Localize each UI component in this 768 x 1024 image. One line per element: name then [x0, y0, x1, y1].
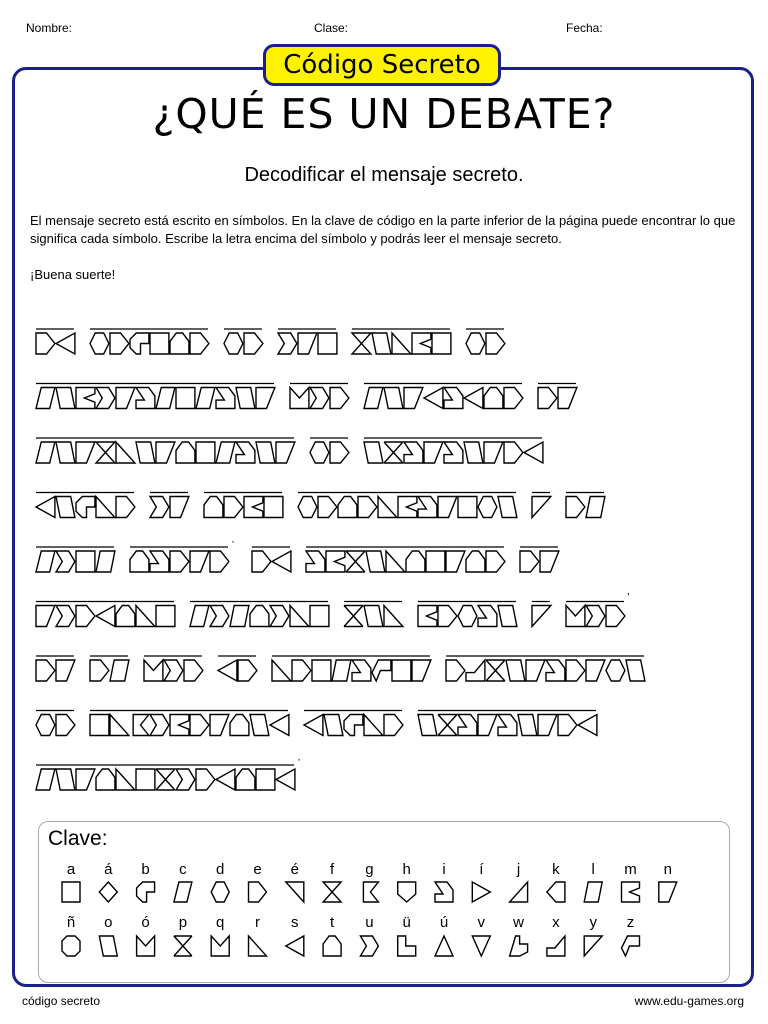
- symbol-d: [298, 497, 317, 518]
- symbol-e: [384, 715, 403, 736]
- symbol-u: [176, 769, 195, 790]
- symbol-e: [196, 769, 215, 790]
- footer-right: www.edu-games.org: [634, 994, 744, 1008]
- key-letter: p: [178, 914, 188, 931]
- symbol-l: [110, 660, 129, 681]
- symbol-e: [56, 715, 75, 736]
- symbol-a: [156, 606, 175, 627]
- symbol-s: [464, 388, 483, 409]
- symbol-i: [352, 660, 371, 681]
- symbol-s: [270, 715, 289, 736]
- symbol-s: [524, 442, 543, 463]
- symbol-e: [36, 333, 55, 354]
- good-luck-text: ¡Buena suerte!: [30, 267, 116, 282]
- symbol-t: [204, 497, 223, 518]
- symbol-s: [304, 715, 323, 736]
- symbol-e: [252, 551, 271, 572]
- symbol-u: [56, 606, 75, 627]
- symbol-c: [196, 388, 215, 409]
- symbol-e: [538, 388, 557, 409]
- key-letter: w: [513, 914, 525, 931]
- symbol-a: [136, 769, 155, 790]
- symbol-n: [586, 660, 605, 681]
- key-letter: l: [591, 861, 595, 878]
- symbol-t: [96, 769, 115, 790]
- symbol-i: [546, 660, 565, 681]
- symbol-q: [144, 660, 163, 681]
- symbol-z: [372, 660, 391, 681]
- symbol-t: [406, 551, 425, 572]
- symbol-l: [586, 497, 605, 518]
- symbol-t: [130, 551, 149, 572]
- symbol-d: [310, 442, 329, 463]
- symbol-o: [364, 606, 383, 627]
- symbol-e: [224, 497, 243, 518]
- symbol-p: [438, 715, 457, 736]
- symbol-a: [196, 442, 215, 463]
- symbol-s: [36, 497, 55, 518]
- symbol-n: [526, 660, 545, 681]
- symbol-d: [466, 333, 485, 354]
- symbol-a: [90, 715, 109, 736]
- symbol-u: [210, 606, 229, 627]
- symbol-u: [164, 660, 183, 681]
- symbol-q: [290, 388, 309, 409]
- symbol-u: [586, 606, 605, 627]
- symbol-t: [466, 551, 485, 572]
- symbol-t: [116, 606, 135, 627]
- symbol-i: [216, 388, 235, 409]
- symbol-e: [184, 660, 203, 681]
- class-label: Clase:: [314, 21, 349, 35]
- symbol-d: [478, 497, 497, 518]
- symbol-s: [218, 660, 237, 681]
- symbol-m: [170, 715, 189, 736]
- key-letter: v: [477, 914, 486, 931]
- symbol-i: [306, 551, 325, 572]
- symbol-r: [392, 333, 411, 354]
- symbol-o: [464, 442, 483, 463]
- key-letter: ü: [402, 914, 411, 931]
- symbol-e: [190, 333, 209, 354]
- symbol-o: [372, 333, 391, 354]
- symbol-o: [498, 606, 517, 627]
- symbol-m: [418, 606, 437, 627]
- symbol-s: [96, 606, 115, 627]
- symbol-q: [566, 606, 585, 627]
- symbol-n: [76, 769, 95, 790]
- symbol-y: [532, 606, 551, 627]
- symbol-n: [540, 551, 559, 572]
- symbol-n: [412, 660, 431, 681]
- key-letter: k: [552, 861, 560, 878]
- symbol-s: [56, 333, 75, 354]
- symbol-e: [486, 551, 505, 572]
- punctuation: ’: [627, 590, 630, 605]
- symbol-c: [216, 442, 235, 463]
- key-letter: z: [626, 914, 635, 931]
- symbol-b: [76, 497, 95, 518]
- symbol-s: [424, 388, 443, 409]
- symbol-u: [278, 333, 297, 354]
- symbol-a: [264, 497, 283, 518]
- key-letter: c: [179, 861, 187, 878]
- symbol-e: [116, 497, 135, 518]
- symbol-l: [332, 660, 351, 681]
- symbol-p: [486, 660, 505, 681]
- symbol-u: [310, 388, 329, 409]
- symbol-e: [566, 660, 585, 681]
- symbol-e: [606, 606, 625, 627]
- symbol-x: [466, 660, 485, 681]
- symbol-i: [458, 715, 477, 736]
- key-letter: ñ: [66, 914, 76, 931]
- symbol-n: [438, 497, 457, 518]
- symbol-i: [498, 715, 517, 736]
- symbol-y: [532, 497, 551, 518]
- symbol-e: [558, 715, 577, 736]
- symbol-e: [110, 333, 129, 354]
- page-title: ¿QUÉ ES UN DEBATE?: [152, 90, 616, 138]
- symbol-m: [326, 551, 345, 572]
- key-letter: ú: [439, 914, 449, 931]
- name-label: Nombre:: [26, 21, 73, 35]
- symbol-p: [156, 769, 175, 790]
- symbol-o: [498, 497, 517, 518]
- symbol-r: [386, 551, 405, 572]
- symbol-n: [190, 551, 209, 572]
- symbol-l: [96, 551, 115, 572]
- symbol-r: [136, 606, 155, 627]
- symbol-o: [56, 442, 75, 463]
- punctuation: ·: [231, 534, 235, 548]
- symbol-d: [36, 715, 55, 736]
- subtitle: Decodificar el mensaje secreto.: [244, 164, 524, 186]
- symbol-o: [256, 442, 275, 463]
- symbol-o: [56, 388, 75, 409]
- symbol-a: [392, 660, 411, 681]
- symbol-r: [116, 442, 135, 463]
- symbol-t: [176, 442, 195, 463]
- symbol-r: [110, 715, 129, 736]
- symbol-i: [478, 606, 497, 627]
- symbol-r: [96, 497, 115, 518]
- symbol-m: [398, 497, 417, 518]
- symbol-e: [358, 497, 377, 518]
- symbol-a: [256, 769, 275, 790]
- symbol-a: [318, 333, 337, 354]
- symbol-e: [520, 551, 539, 572]
- symbol-u: [150, 715, 169, 736]
- symbol-t: [250, 606, 269, 627]
- symbol-c: [36, 388, 55, 409]
- symbol-p: [384, 442, 403, 463]
- symbol-n: [424, 442, 443, 463]
- symbol-r: [364, 715, 383, 736]
- key-letter: y: [589, 914, 597, 931]
- symbol-o: [518, 715, 537, 736]
- symbol-e: [244, 333, 263, 354]
- symbol-c: [36, 442, 55, 463]
- symbol-r: [290, 606, 309, 627]
- punctuation: ·: [297, 752, 301, 766]
- symbol-n: [156, 442, 175, 463]
- symbol-s: [276, 769, 295, 790]
- symbol-n: [56, 660, 75, 681]
- symbol-g: [133, 715, 149, 736]
- key-letter: h: [402, 861, 411, 878]
- key-letter: f: [330, 861, 335, 878]
- symbol-e: [566, 497, 585, 518]
- key-letter: q: [216, 914, 225, 931]
- symbol-u: [270, 606, 289, 627]
- symbol-a: [312, 660, 331, 681]
- symbol-o: [236, 388, 255, 409]
- symbol-n: [404, 388, 423, 409]
- symbol-p: [344, 606, 363, 627]
- key-letter: b: [141, 861, 150, 878]
- symbol-f: [352, 333, 371, 354]
- symbol-o: [418, 715, 437, 736]
- symbol-e: [292, 660, 311, 681]
- symbol-e: [504, 442, 523, 463]
- symbol-a: [176, 388, 195, 409]
- symbol-n: [538, 715, 557, 736]
- symbol-o: [366, 551, 385, 572]
- symbol-t: [236, 769, 255, 790]
- symbol-u: [96, 388, 115, 409]
- symbol-i: [150, 551, 169, 572]
- symbol-o: [56, 497, 75, 518]
- key-letter: á: [104, 861, 113, 878]
- symbol-m: [244, 497, 263, 518]
- symbol-c: [36, 769, 55, 790]
- symbol-o: [136, 442, 155, 463]
- symbol-n: [558, 388, 577, 409]
- symbol-a: [458, 497, 477, 518]
- symbol-o: [506, 660, 525, 681]
- symbol-t: [338, 497, 357, 518]
- key-letter: d: [216, 861, 225, 878]
- symbol-m: [412, 333, 431, 354]
- key-letter: o: [104, 914, 113, 931]
- symbol-n: [116, 388, 135, 409]
- symbol-r: [116, 769, 135, 790]
- key-letter: e: [253, 861, 262, 878]
- symbol-s: [272, 551, 291, 572]
- symbol-d: [458, 606, 477, 627]
- symbol-e: [504, 388, 523, 409]
- symbol-b: [130, 333, 149, 354]
- key-letter: x: [552, 914, 560, 931]
- date-label: Fecha:: [566, 21, 603, 35]
- symbol-c: [364, 388, 383, 409]
- symbol-s: [216, 769, 235, 790]
- symbol-r: [272, 660, 291, 681]
- symbol-o: [250, 715, 269, 736]
- symbol-i: [444, 442, 463, 463]
- key-letter: a: [66, 861, 76, 878]
- symbol-e: [438, 606, 457, 627]
- key-letter: i: [442, 861, 446, 878]
- symbol-d: [606, 660, 625, 681]
- symbol-t: [484, 388, 503, 409]
- symbol-a: [432, 333, 451, 354]
- symbol-d: [224, 333, 243, 354]
- footer-left: código secreto: [22, 994, 101, 1008]
- symbol-i: [404, 442, 423, 463]
- symbol-e: [318, 497, 337, 518]
- symbol-e: [330, 442, 349, 463]
- symbol-b: [344, 715, 363, 736]
- symbol-e: [170, 551, 189, 572]
- symbol-c: [156, 388, 175, 409]
- symbol-e: [36, 660, 55, 681]
- key-letter: n: [663, 861, 672, 878]
- symbol-u: [150, 497, 169, 518]
- symbol-a: [426, 551, 445, 572]
- symbol-i: [444, 388, 463, 409]
- symbol-n: [276, 442, 295, 463]
- symbol-n: [298, 333, 317, 354]
- symbol-c: [36, 551, 55, 572]
- key-letter: m: [624, 861, 637, 878]
- symbol-o: [56, 769, 75, 790]
- symbol-e: [238, 660, 257, 681]
- key-letter: ó: [141, 914, 150, 931]
- key-letter: u: [365, 914, 374, 931]
- symbol-t: [230, 715, 249, 736]
- symbol-i: [236, 442, 255, 463]
- key-letter: í: [479, 861, 484, 878]
- symbol-p: [346, 551, 365, 572]
- symbol-e: [76, 606, 95, 627]
- symbol-n: [170, 497, 189, 518]
- symbol-o: [626, 660, 645, 681]
- symbol-r: [384, 606, 403, 627]
- symbol-n: [256, 388, 275, 409]
- symbol-t: [170, 333, 189, 354]
- symbol-e: [90, 660, 109, 681]
- symbol-n: [478, 715, 497, 736]
- key-letter: s: [291, 914, 299, 931]
- symbol-l: [230, 606, 249, 627]
- key-letter: t: [330, 914, 335, 931]
- symbol-a: [150, 333, 169, 354]
- symbol-o: [364, 442, 383, 463]
- code-badge: Código Secreto: [263, 44, 501, 86]
- symbol-o: [324, 715, 343, 736]
- instructions-text: El mensaje secreto está escrito en símbolos. En la clave de código en la parte inferior de la página puede encontrar lo que significa cada símbolo. Escribe la letra encima del símbolo y podrás leer el mensaje secreto.: [30, 213, 736, 246]
- encoded-message: [0, 300, 768, 820]
- symbol-n: [484, 442, 503, 463]
- key-letter: j: [516, 861, 521, 878]
- symbol-m: [76, 388, 95, 409]
- symbol-n: [446, 551, 465, 572]
- symbol-s: [578, 715, 597, 736]
- symbol-n: [210, 715, 229, 736]
- symbol-o: [384, 388, 403, 409]
- symbol-f: [96, 442, 115, 463]
- symbol-e: [210, 551, 229, 572]
- symbol-a: [310, 606, 329, 627]
- symbol-e: [446, 660, 465, 681]
- code-key-box: [38, 821, 730, 983]
- symbol-e: [190, 715, 209, 736]
- symbol-e: [486, 333, 505, 354]
- code-key-label: Clave:: [48, 827, 108, 850]
- symbol-d: [90, 333, 109, 354]
- symbol-r: [378, 497, 397, 518]
- symbol-n: [36, 606, 55, 627]
- symbol-n: [76, 442, 95, 463]
- symbol-e: [330, 388, 349, 409]
- symbol-c: [190, 606, 209, 627]
- key-letter: g: [365, 861, 374, 878]
- symbol-a: [76, 551, 95, 572]
- key-letter: é: [290, 861, 299, 878]
- symbol-i: [418, 497, 437, 518]
- symbol-u: [56, 551, 75, 572]
- symbol-i: [136, 388, 155, 409]
- key-letter: r: [255, 914, 260, 931]
